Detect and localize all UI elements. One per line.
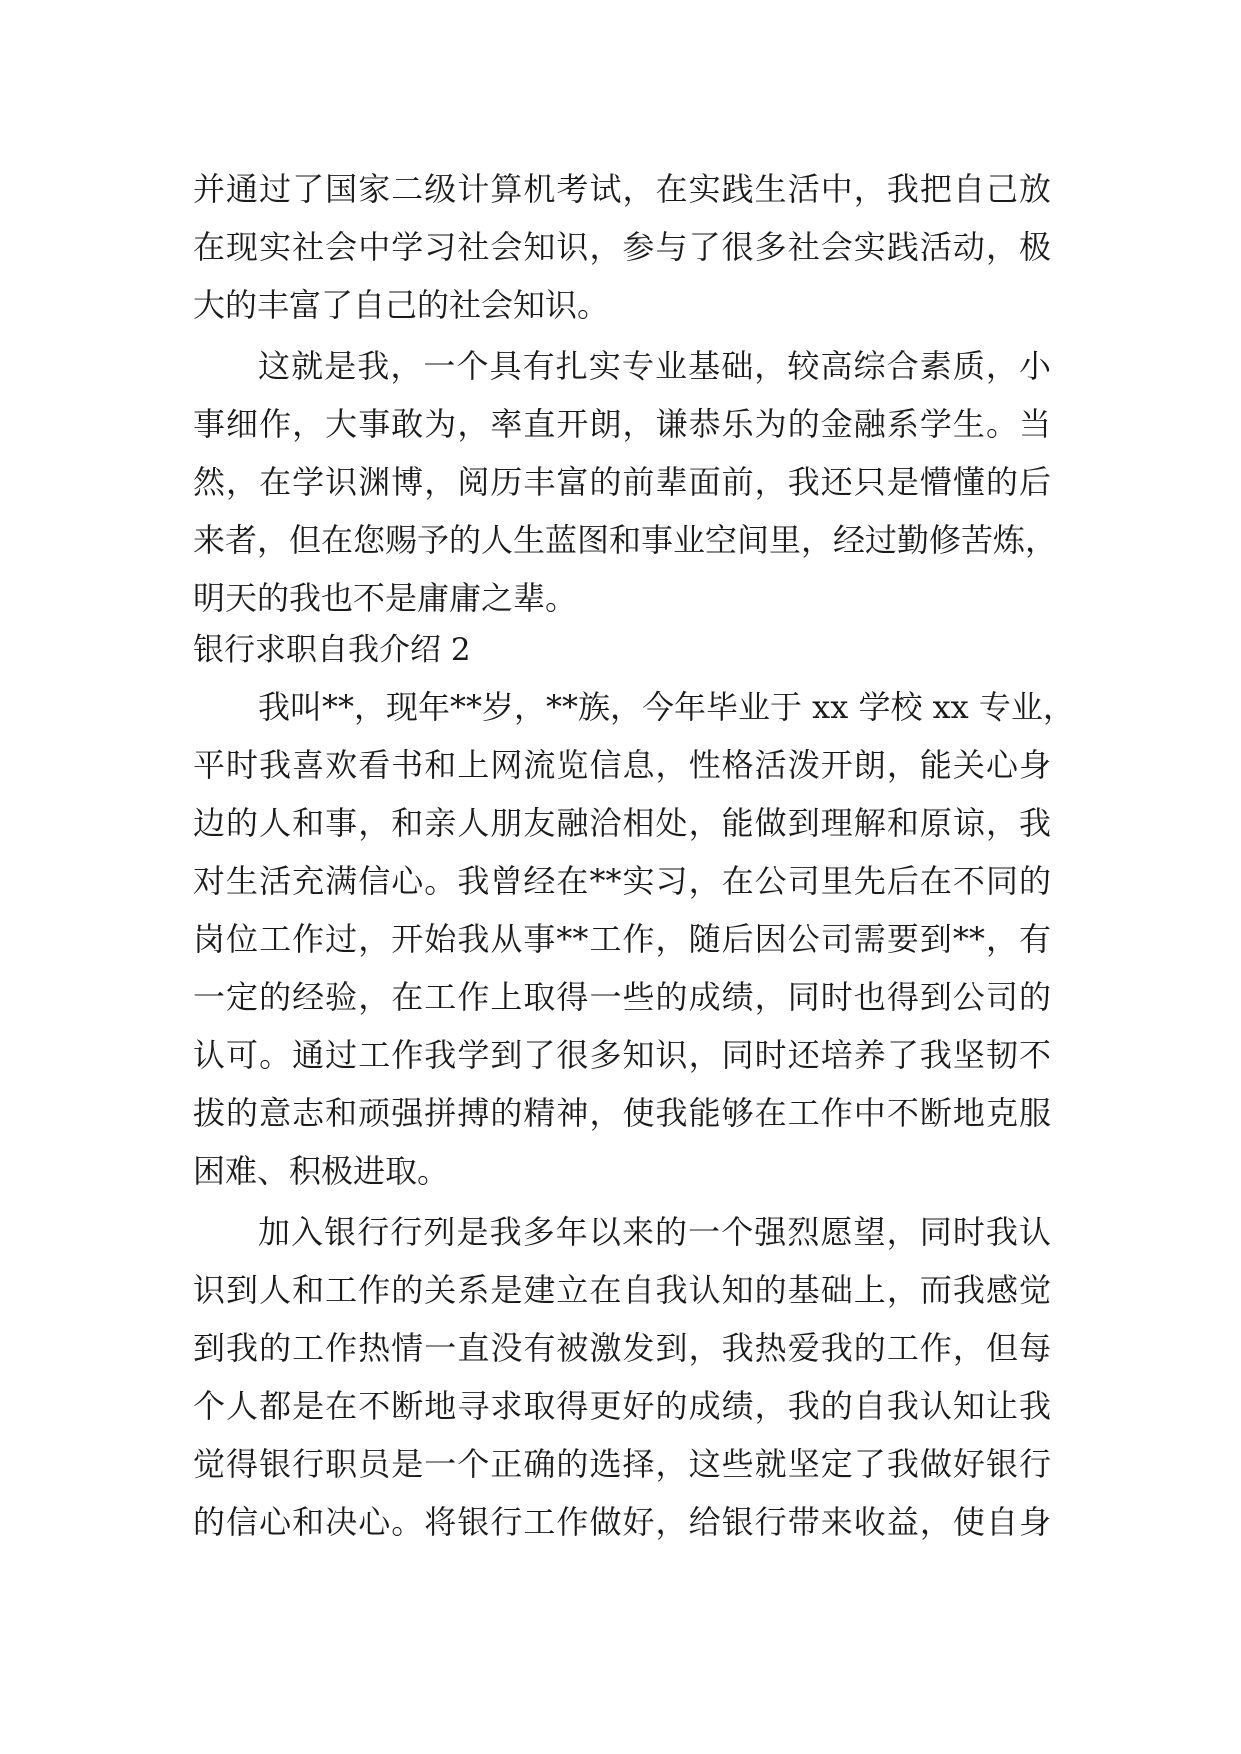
text-line: 到我的工作热情一直没有被激发到，我热爱我的工作，但每 bbox=[193, 1329, 1051, 1367]
text-line: 拔的意志和顽强拼搏的精神，使我能够在工作中不断地克服 bbox=[193, 1094, 1051, 1132]
text-line: 大的丰富了自己的社会知识。 bbox=[193, 286, 610, 324]
text-line: 对生活充满信心。我曾经在**实习，在公司里先后在不同的 bbox=[193, 862, 1051, 900]
paragraph-first-line: 我叫**，现年**岁，**族，今年毕业于 xx 学校 xx 专业， bbox=[258, 688, 1075, 726]
text-line: 的信心和决心。将银行工作做好，给银行带来收益，使自身 bbox=[193, 1503, 1051, 1541]
text-line: 个人都是在不断地寻求取得更好的成绩，我的自我认知让我 bbox=[193, 1387, 1051, 1425]
text-line: 边的人和事，和亲人朋友融洽相处，能做到理解和原谅，我 bbox=[193, 804, 1051, 842]
text-line: 觉得银行职员是一个正确的选择，这些就坚定了我做好银行 bbox=[193, 1445, 1051, 1483]
text-line: 然，在学识渊博，阅历丰富的前辈面前，我还只是懵懂的后 bbox=[193, 463, 1051, 501]
section-heading: 银行求职自我介绍 2 bbox=[193, 632, 471, 668]
text-line: 一定的经验，在工作上取得一些的成绩，同时也得到公司的 bbox=[193, 978, 1051, 1016]
text-line: 岗位工作过，开始我从事**工作，随后因公司需要到**，有 bbox=[193, 920, 1051, 958]
text-line: 识到人和工作的关系是建立在自我认知的基础上，而我感觉 bbox=[193, 1271, 1051, 1309]
paragraph-first-line: 加入银行行列是我多年以来的一个强烈愿望，同时我认 bbox=[258, 1213, 1051, 1251]
text-line: 困难、积极进取。 bbox=[193, 1152, 450, 1190]
text-line: 在现实社会中学习社会知识，参与了很多社会实践活动，极 bbox=[193, 228, 1051, 266]
paragraph-first-line: 这就是我，一个具有扎实专业基础，较高综合素质，小 bbox=[258, 347, 1051, 385]
text-line: 明天的我也不是庸庸之辈。 bbox=[193, 579, 578, 617]
text-line: 并通过了国家二级计算机考试，在实践生活中，我把自己放 bbox=[193, 170, 1051, 208]
text-line: 事细作，大事敢为，率直开朗，谦恭乐为的金融系学生。当 bbox=[193, 405, 1051, 443]
text-line: 认可。通过工作我学到了很多知识，同时还培养了我坚韧不 bbox=[193, 1036, 1051, 1074]
text-line: 来者，但在您赐予的人生蓝图和事业空间里，经过勤修苦炼， bbox=[193, 521, 1058, 559]
text-line: 平时我喜欢看书和上网流览信息，性格活泼开朗，能关心身 bbox=[193, 746, 1051, 784]
